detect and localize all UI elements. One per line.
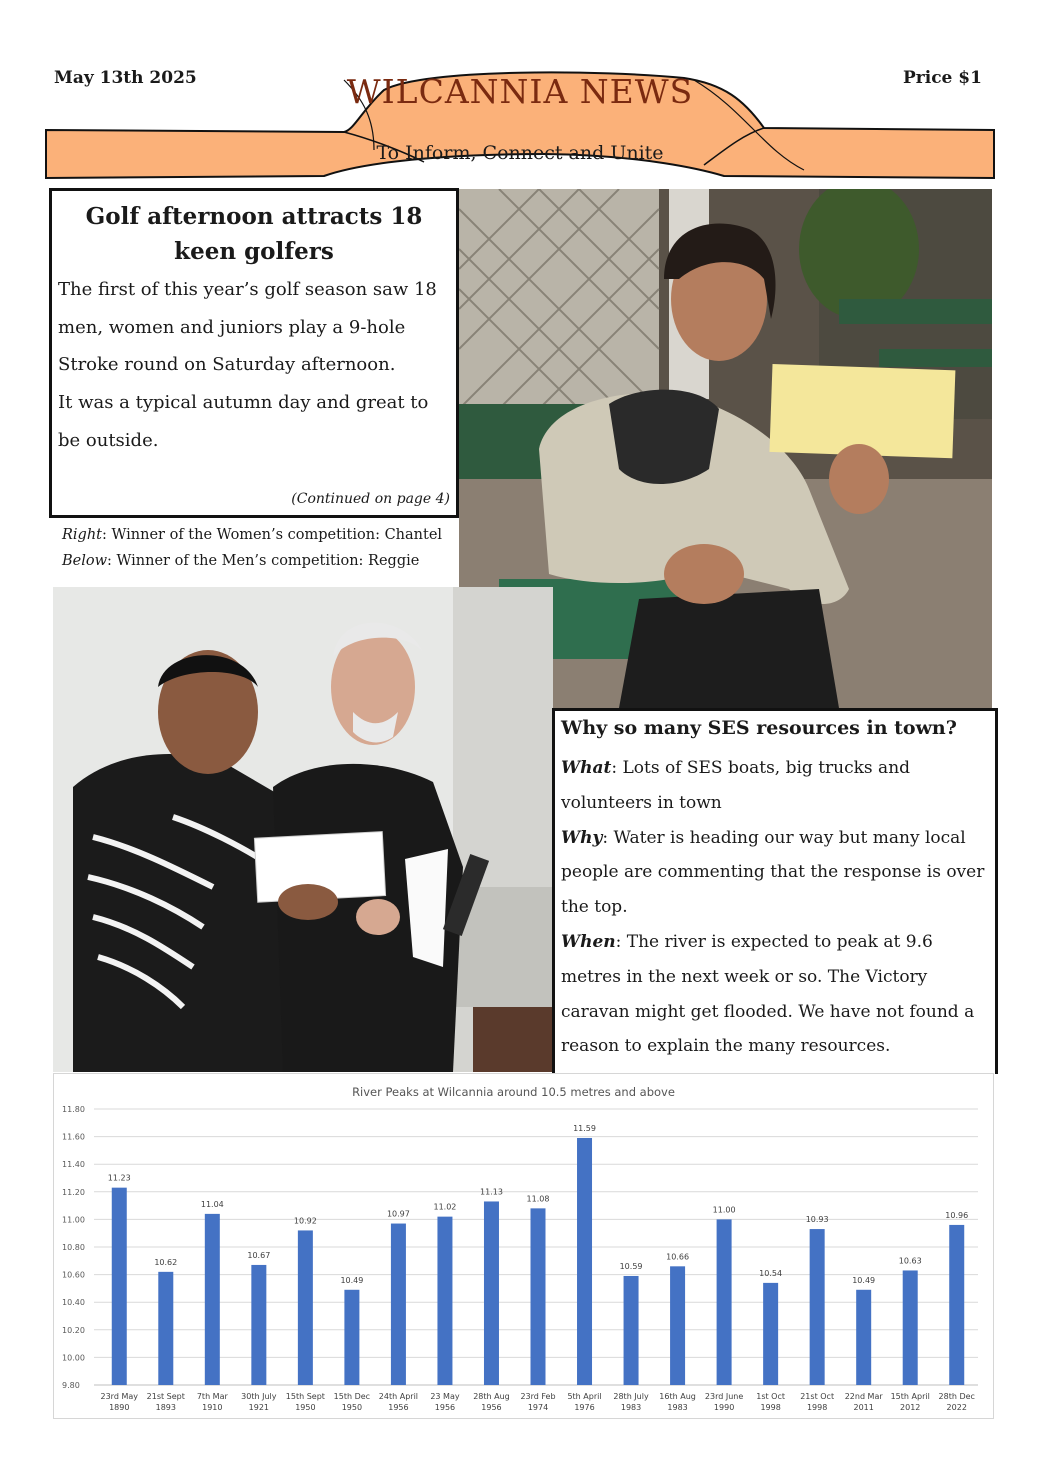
bar [437,1217,452,1385]
x-tick-label-date: 15th April [890,1392,930,1401]
y-tick-label: 11.00 [62,1215,85,1225]
x-tick-label-year: 2012 [900,1403,921,1412]
x-tick-label-year: 1890 [109,1403,130,1412]
ses-what [561,751,989,821]
y-tick-label: 10.80 [62,1243,85,1252]
ses-why-label: Why [561,827,603,848]
issue-price: Price $1 [903,68,982,88]
bar [251,1265,266,1385]
bar-value-label: 10.49 [852,1275,876,1285]
x-tick-label-date: 23rd June [704,1392,744,1401]
x-tick-label-date: 28th Aug [473,1392,510,1401]
x-tick-label-date: 22nd Mar [844,1392,883,1401]
x-tick-label-year: 2011 [853,1403,874,1412]
bar [158,1272,173,1385]
x-tick-label-year: 1956 [481,1403,502,1412]
x-tick-label-date: 28th July [613,1392,649,1401]
x-tick-label-year: 1910 [202,1403,223,1412]
ses-when [561,925,989,1064]
bar-value-label: 11.13 [480,1187,503,1197]
x-tick-label-year: 1976 [574,1403,595,1412]
issue-date: May 13th 2025 [54,68,197,88]
ses-what-label: What [561,758,612,778]
photo-captions [62,522,442,574]
x-tick-label-date: 21st Sept [146,1392,185,1401]
bar-value-label: 10.97 [386,1209,410,1219]
ses-why [561,821,989,925]
bar [391,1224,406,1385]
newspaper-tagline: To Inform, Connect and Unite [376,142,664,164]
x-tick-label-date: 1st Oct [756,1392,786,1401]
x-tick-label-year: 1921 [248,1403,270,1412]
bar-value-label: 10.49 [340,1275,364,1285]
y-tick-label: 10.20 [62,1325,85,1335]
x-tick-label-date: 23rd Feb [520,1392,556,1401]
bar [205,1214,220,1385]
bar-value-label: 10.54 [759,1268,783,1278]
river-peaks-chart [53,1073,994,1419]
caption-below [62,548,442,574]
golf-paragraph-1: The first of this year’s golf season saw 18 men, women and juniors play a 9-hole Stroke round on Saturday afternoon. [58,279,437,376]
bar [670,1266,685,1385]
bar-value-label: 10.63 [898,1256,922,1266]
bar-value-label: 10.67 [247,1250,271,1260]
bar [763,1283,778,1385]
x-tick-label-year: 1893 [155,1403,176,1412]
x-tick-label-year: 1998 [760,1403,781,1412]
bar [903,1270,918,1385]
y-tick-label: 9.80 [62,1381,80,1390]
caption-below-text: : Winner of the Men’s competition: Reggie [107,553,420,569]
caption-right-label: Right [62,527,103,543]
x-tick-label-year: 1956 [434,1403,456,1412]
x-tick-label-year: 1950 [341,1403,363,1412]
x-tick-label-year: 1950 [295,1403,316,1412]
x-tick-label-date: 15th Sept [285,1392,325,1401]
x-tick-label-date: 15th Dec [333,1392,371,1401]
y-tick-label: 10.60 [62,1270,85,1280]
chart-title: River Peaks at Wilcannia around 10.5 metres and above [352,1085,675,1099]
bar [112,1188,127,1385]
bar [298,1230,313,1385]
bar-value-label: 11.08 [526,1194,550,1204]
bar-value-label: 11.59 [573,1123,596,1133]
bar [717,1219,732,1385]
x-tick-label-date: 28th Dec [938,1392,975,1401]
x-tick-label-year: 1956 [388,1403,409,1412]
ses-headline: Why so many SES resources in town? [561,717,957,739]
ses-article [552,708,998,1074]
x-tick-label-date: 21st Oct [800,1392,835,1401]
bar-value-label: 10.59 [619,1261,643,1271]
x-tick-label-date: 23 May [430,1392,460,1401]
ses-when-label: When [561,931,616,952]
bar [531,1208,546,1385]
x-tick-label-date: 30th July [241,1392,277,1401]
bar [949,1225,964,1385]
golf-headline: Golf afternoon attracts 18 keen golfers [85,203,423,265]
bar-value-label: 11.02 [433,1202,457,1212]
y-tick-label: 11.80 [62,1105,85,1114]
bar-value-label: 11.00 [712,1205,736,1215]
y-tick-label: 11.60 [62,1132,85,1142]
bar-value-label: 10.62 [154,1257,178,1267]
ses-why-text: : Water is heading our way but many local people are commenting that the response is over the top. [561,827,985,918]
bar [344,1290,359,1385]
ses-when-text: : The river is expected to peak at 9.6 metres in the next week or so. The Victory caravan might get flooded. We have not found a reason to explain the many resources. [561,931,975,1057]
golf-paragraph-2: It was a typical autumn day and great to be outside. [58,392,429,451]
x-tick-label-date: 24th April [378,1392,419,1401]
continued-note: (Continued on page 4) [291,491,450,507]
y-tick-label: 11.40 [62,1160,85,1170]
bar-value-label: 10.92 [293,1216,317,1226]
bar-value-label: 10.93 [805,1215,829,1225]
caption-right [62,522,442,548]
x-tick-label-year: 1974 [527,1403,549,1412]
golf-article-body [58,271,454,460]
newspaper-title: WILCANNIA NEWS [346,72,694,111]
x-tick-label-date: 16th Aug [659,1392,696,1401]
y-tick-label: 11.20 [62,1187,85,1197]
bar [577,1138,592,1385]
x-tick-label-date: 23rd May [100,1392,139,1401]
x-tick-label-year: 1983 [620,1403,642,1412]
ses-article-body [561,751,989,1064]
bar [484,1201,499,1385]
x-tick-label-year: 1983 [667,1403,688,1412]
y-tick-label: 10.40 [62,1298,85,1308]
bar [810,1229,825,1385]
bar-value-label: 10.66 [666,1252,690,1262]
x-tick-label-date: 5th April [567,1392,602,1401]
x-tick-label-year: 1998 [806,1403,828,1412]
y-tick-label: 10.00 [62,1353,85,1363]
bar-value-label: 10.96 [945,1210,969,1220]
bar-value-label: 11.23 [107,1173,131,1183]
river-peaks-chart-svg [54,1074,993,1418]
caption-below-label: Below [62,553,108,569]
x-tick-label-year: 1990 [713,1403,735,1412]
bar-value-label: 11.04 [200,1199,224,1209]
x-tick-label-year: 2022 [946,1403,967,1412]
golf-article [49,188,459,518]
bar [624,1276,639,1385]
ses-what-text: : Lots of SES boats, big trucks and volunteers in town [561,758,911,813]
photo-mens-winner [53,587,553,1072]
x-tick-label-date: 7th Mar [196,1392,228,1401]
caption-right-text: : Winner of the Women’s competition: Chantel [102,527,443,543]
bar [856,1290,871,1385]
